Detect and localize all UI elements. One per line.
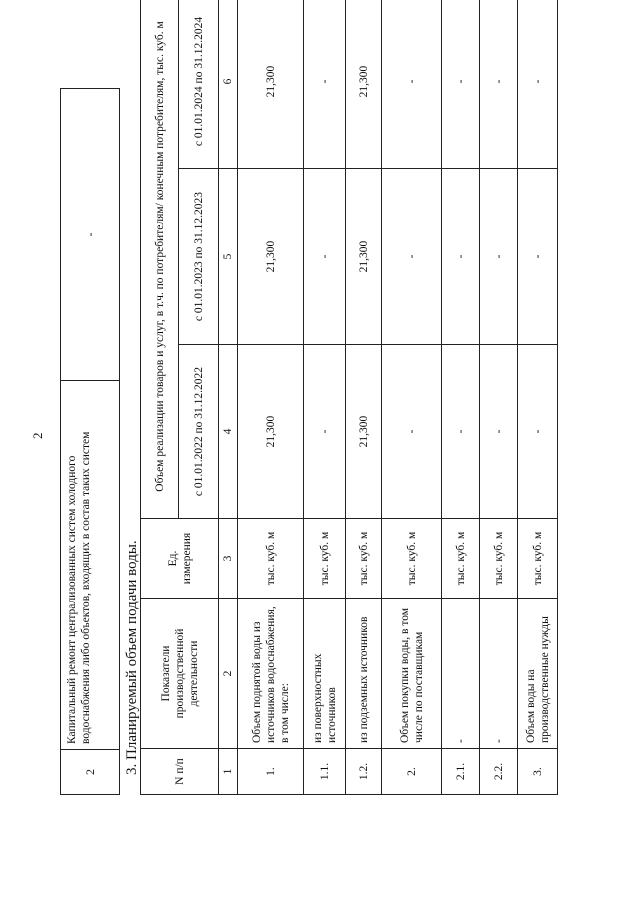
capital-repair-row <box>60 88 120 795</box>
column-numbers-row <box>219 0 238 795</box>
row-value: - <box>82 232 97 237</box>
row-unit: тыс. куб. м <box>480 519 518 599</box>
table-row <box>442 0 480 795</box>
row-value-2022: - <box>304 345 346 519</box>
table-row <box>304 0 346 795</box>
row-value-2022: - <box>480 345 518 519</box>
row-unit: тыс. куб. м <box>304 519 346 599</box>
colnum: 5 <box>219 169 238 345</box>
row-value-2023: - <box>518 169 558 345</box>
colnum: 6 <box>219 0 238 169</box>
row-unit: тыс. куб. м <box>518 519 558 599</box>
row-name: Объем воды на производственные нужды <box>518 599 558 749</box>
row-name: - <box>442 599 480 749</box>
row-value-2024: - <box>304 0 346 169</box>
table-row <box>480 0 518 795</box>
table-row <box>382 0 442 795</box>
row-unit: тыс. куб. м <box>442 519 480 599</box>
row-value-2022: - <box>518 345 558 519</box>
row-num: 3. <box>518 749 558 795</box>
row-value-2024: - <box>382 0 442 169</box>
row-value-2023: 21,300 <box>238 169 304 345</box>
row-value-2024: - <box>442 0 480 169</box>
section-title: 3. Планируемый объем подачи воды. <box>124 540 140 775</box>
header-period-2022: с 01.01.2022 по 31.12.2022 <box>179 345 219 519</box>
row-num: 1.2. <box>346 749 382 795</box>
row-num: 1. <box>238 749 304 795</box>
row-value-2024: - <box>480 0 518 169</box>
row-value-2022: - <box>382 345 442 519</box>
row-number: 2 <box>61 749 119 794</box>
row-num: 2.1. <box>442 749 480 795</box>
row-name: Объем покупки воды, в том числе по поставщикам <box>382 599 442 749</box>
table-row <box>518 0 558 795</box>
row-value-2023: - <box>442 169 480 345</box>
row-num: 2. <box>382 749 442 795</box>
row-name: Объем поднятой воды из источников водоснабжения, в том числе: <box>238 599 304 749</box>
row-name: - <box>480 599 518 749</box>
page-number: 2 <box>30 432 45 439</box>
header-group: Объем реализации товаров и услуг, в т.ч. по потребителям/ конечным потребителям, тыс. куб. м <box>141 0 179 519</box>
colnum: 1 <box>219 749 238 795</box>
header-num: N п/п <box>141 749 219 795</box>
row-unit: тыс. куб. м <box>238 519 304 599</box>
row-text: Капитальный ремонт централизованных систем холодного водоснабжения либо объектов, входящих в состав таких систем <box>61 380 119 750</box>
water-supply-table <box>140 0 558 795</box>
row-num: 1.1. <box>304 749 346 795</box>
row-value-2023: 21,300 <box>346 169 382 345</box>
row-num: 2.2. <box>480 749 518 795</box>
row-value-2023: - <box>304 169 346 345</box>
table-row <box>346 0 382 795</box>
row-value-2024: 21,300 <box>238 0 304 169</box>
row-value-2024: - <box>518 0 558 169</box>
colnum: 4 <box>219 345 238 519</box>
row-value-2024: 21,300 <box>346 0 382 169</box>
row-value-2023: - <box>382 169 442 345</box>
row-name: из подземных источников <box>346 599 382 749</box>
header-period-2023: с 01.01.2023 по 31.12.2023 <box>179 169 219 345</box>
row-value-2022: 21,300 <box>238 345 304 519</box>
row-value-2023: - <box>480 169 518 345</box>
header-indicator: Показатели производственной деятельности <box>141 599 219 749</box>
row-name: из поверхностных источников <box>304 599 346 749</box>
header-period-2024: с 01.01.2024 по 31.12.2024 <box>179 0 219 169</box>
header-unit: Ед. измерения <box>141 519 219 599</box>
row-unit: тыс. куб. м <box>382 519 442 599</box>
row-value-2022: - <box>442 345 480 519</box>
colnum: 2 <box>219 599 238 749</box>
row-value-2022: 21,300 <box>346 345 382 519</box>
table-row <box>238 0 304 795</box>
colnum: 3 <box>219 519 238 599</box>
row-unit: тыс. куб. м <box>346 519 382 599</box>
